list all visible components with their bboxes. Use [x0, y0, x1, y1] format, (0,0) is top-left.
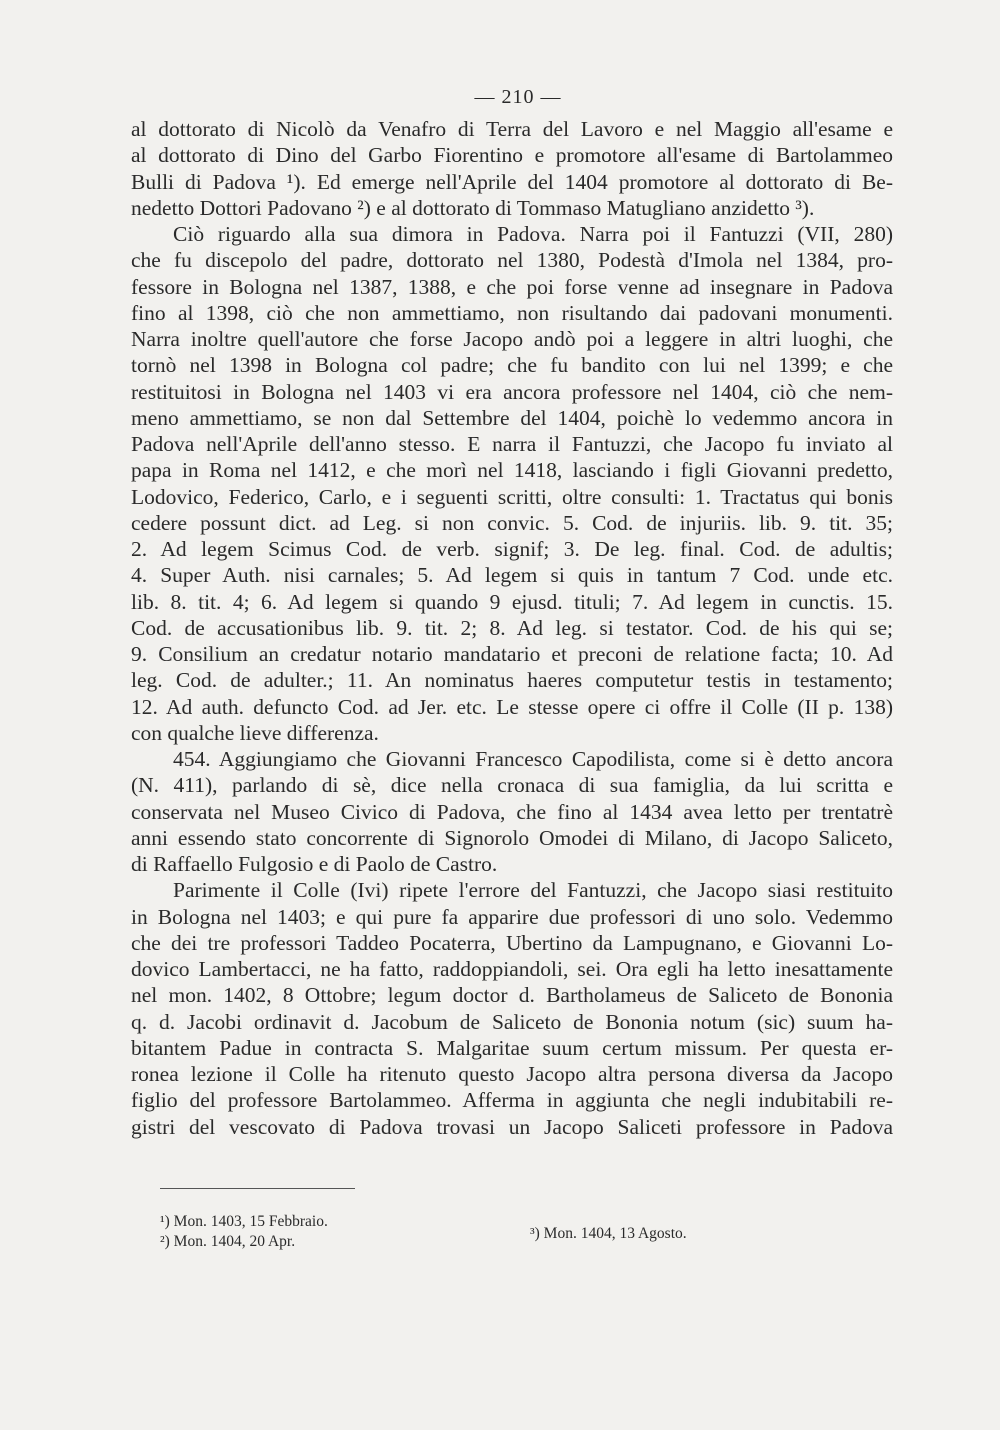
text-line: Lodovico, Federico, Carlo, e i seguenti scritti, oltre consulti: 1. Tractatus qui bonis: [131, 484, 893, 509]
body-text: [131, 116, 893, 1140]
text-line: 454. Aggiungiamo che Giovanni Francesco Capodilista, come si è detto ancora: [173, 747, 893, 771]
text-line: (N. 411), parlando di sè, dice nella cronaca di sua famiglia, da lui scritta e: [131, 773, 893, 798]
text-line: 2. Ad legem Scimus Cod. de verb. signif; 3. De leg. final. Cod. de adultis;: [131, 537, 893, 561]
text-line: lib. 8. tit. 4; 6. Ad legem si quando 9 ejusd. tituli; 7. Ad legem in cunctis. 15.: [131, 589, 893, 614]
text-line: al dottorato di Dino del Garbo Fiorentino e promotore all'esame di Bartolammeo: [131, 143, 893, 168]
text-line: leg. Cod. de adulter.; 11. An nominatus haeres computetur testis in testamento;: [131, 668, 893, 693]
text-line: Ciò riguardo alla sua dimora in Padova. Narra poi il Fantuzzi (VII, 280): [173, 222, 893, 246]
text-line: che fu discepolo del padre, dottorato nel 1380, Podestà d'Imola nel 1384, pro-: [131, 248, 893, 273]
footnotes-left: [160, 1212, 328, 1252]
text-line: nel mon. 1402, 8 Ottobre; legum doctor d. Bartholameus de Saliceto de Bononia: [131, 983, 893, 1008]
text-line: q. d. Jacobi ordinavit d. Jacobum de Saliceto de Bononia notum (sic) suum ha-: [131, 1009, 893, 1034]
text-line: conservata nel Museo Civico di Padova, che fino al 1434 avea letto per trentatrè: [131, 799, 893, 824]
footnote-divider: [160, 1188, 355, 1189]
text-line: meno ammettiamo, se non dal Settembre del 1404, poichè lo vedemmo ancora in: [131, 405, 893, 430]
text-line: tornò nel 1398 in Bologna col padre; che fu bandito con lui nel 1399; e che: [131, 353, 893, 378]
page-number: — 210 —: [474, 86, 562, 108]
text-line: bitantem Padue in contracta S. Malgaritae suum certum missum. Per questa er-: [131, 1035, 893, 1060]
text-line: dovico Lambertacci, ne ha fatto, raddoppiandoli, sei. Ora egli ha letto inesattamente: [131, 957, 893, 981]
text-line: con qualche lieve differenza.: [131, 720, 379, 745]
text-line: 9. Consilium an credatur notario mandatario et preconi de relatione facta; 10. Ad: [131, 642, 893, 666]
text-line: di Raffaello Fulgosio e di Paolo de Castro.: [131, 852, 498, 876]
text-line: al dottorato di Nicolò da Venafro di Terra del Lavoro e nel Maggio all'esame e: [131, 117, 893, 141]
text-line: figlio del professore Bartolammeo. Afferma in aggiunta che negli indubitabili re-: [131, 1088, 893, 1113]
text-line: 12. Ad auth. defuncto Cod. ad Jer. etc. Le stesse opere ci offre il Colle (II p. 138): [131, 694, 893, 719]
text-line: restituitosi in Bologna nel 1403 vi era ancora professore nel 1404, ciò che nem-: [131, 379, 893, 404]
text-line: 4. Super Auth. nisi carnales; 5. Ad legem si quis in tantum 7 Cod. unde etc.: [131, 563, 893, 588]
text-line: Padova nell'Aprile dell'anno stesso. E narra il Fantuzzi, che Jacopo fu inviato al: [131, 432, 893, 456]
text-line: cedere possunt dict. ad Leg. si non convic. 5. Cod. de injuriis. lib. 9. tit. 35;: [131, 510, 893, 535]
text-line: ronea lezione il Colle ha ritenuto questo Jacopo altra persona diversa da Jacopo: [131, 1062, 893, 1086]
text-line: anni essendo stato concorrente di Signorolo Omodei di Milano, di Jacopo Saliceto,: [131, 825, 893, 850]
text-line: Bulli di Padova ¹). Ed emerge nell'Aprile del 1404 promotore al dottorato di Be-: [131, 169, 893, 194]
text-line: Cod. de accusationibus lib. 9. tit. 2; 8. Ad leg. si testator. Cod. de his qui se;: [131, 615, 893, 640]
footnote-3: ³) Mon. 1404, 13 Agosto.: [530, 1225, 687, 1242]
text-line: Parimente il Colle (Ivi) ripete l'errore del Fantuzzi, che Jacopo siasi restituito: [173, 878, 893, 903]
text-line: fessore in Bologna nel 1387, 1388, e che poi forse venne ad insegnare in Padova: [131, 274, 893, 299]
text-line: papa in Roma nel 1412, e che morì nel 1418, lasciando i figli Giovanni predetto,: [131, 458, 893, 483]
text-line: che dei tre professori Taddeo Pocaterra, Ubertino da Lampugnano, e Giovanni Lo-: [131, 930, 893, 955]
text-line: in Bologna nel 1403; e qui pure fa apparire due professori di uno solo. Vedemmo: [131, 904, 893, 929]
footnote-1: ¹) Mon. 1403, 15 Febbraio.: [160, 1213, 328, 1230]
footnotes-right: [530, 1224, 687, 1244]
text-line: Narra inoltre quell'autore che forse Jacopo andò poi a leggere in altri luoghi, che: [131, 327, 893, 351]
footnote-2: ²) Mon. 1404, 20 Apr.: [160, 1233, 296, 1250]
text-line: gistri del vescovato di Padova trovasi un Jacopo Saliceti professore in Padova: [131, 1114, 893, 1139]
text-line: nedetto Dottori Padovano ²) e al dottorato di Tommaso Matugliano anzidetto ³).: [131, 195, 815, 220]
text-line: fino al 1398, ciò che non ammettiamo, non risultando dai padovani monumenti.: [131, 300, 893, 325]
